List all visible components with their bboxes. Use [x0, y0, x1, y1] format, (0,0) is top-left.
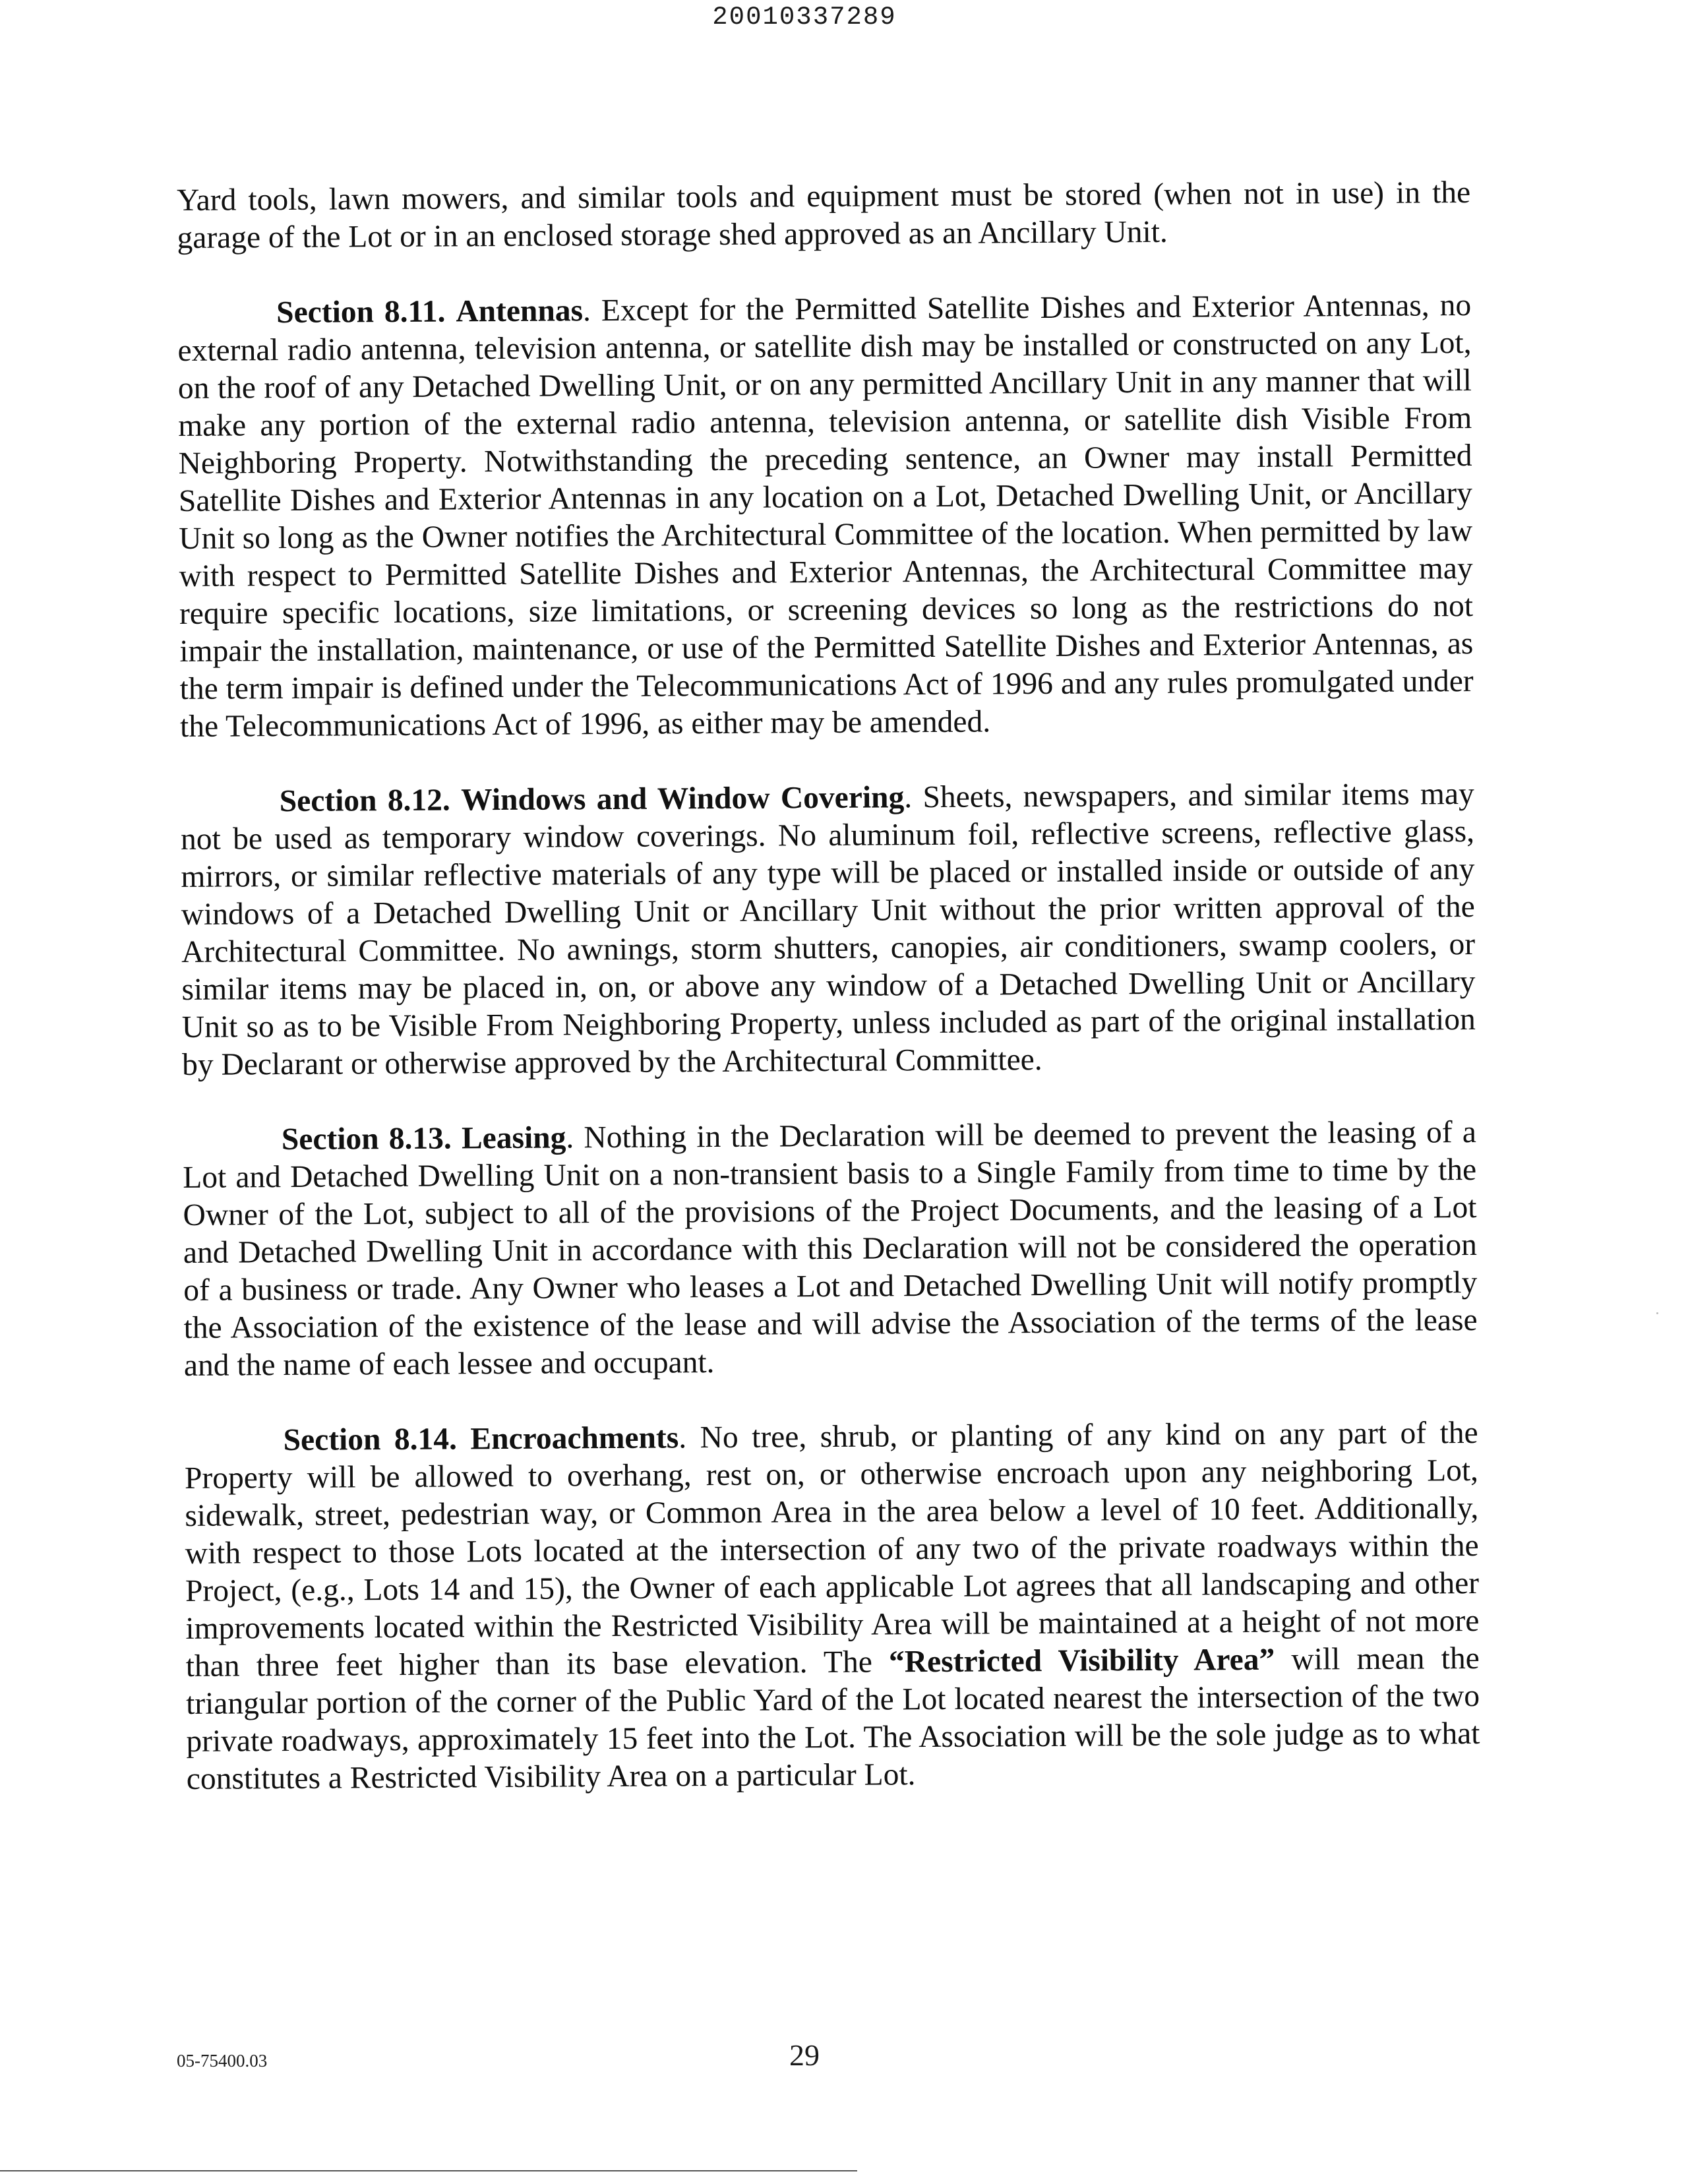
section-title-punct: . [904, 780, 913, 815]
section-title: Windows and Window Covering [461, 780, 905, 818]
section-8-11-paragraph [177, 287, 1474, 746]
section-text: Except for the Permitted Satellite Dishes and Exterior Antennas, no external radio antenna, television antenna, or satellite dish may be installed or constructed on any Lot, on the roof of any Detached Dwelling Unit, or on any permitted Ancillary Unit in any manner that will make any portion of the external radio antenna, television antenna, or satellite dish Visible From Neighboring Property. Notwithstanding the preceding sentence, an Owner may install Permitted Satellite Dishes and Exterior Antennas in any location on a Lot, Detached Dwelling Unit, or Ancillary Unit so long as the Owner notifies the Architectural Committee of the location. When permitted by law with respect to Permitted Satellite Dishes and Exterior Antennas, the Architectural Committee may require specific locations, size limitations, or screening devices so long as the restrictions do not impair the installation, maintenance, or use of the Permitted Satellite Dishes and Exterior Antennas, as the term impair is defined under the Telecommunications Act of 1996 and any rules promulgated under the Telecommunications Act of 1996, as either may be amended. [177, 288, 1474, 744]
section-number: Section 8.14. [283, 1422, 458, 1458]
section-number: Section 8.12. [279, 783, 451, 819]
section-text-continued: will mean the triangular portion of the corner of the Public Yard of the Lot located nearest the intersection of the two private roadways, approximately 15 feet into the Lot. The Association will be the sole judge as to what constitutes a Restricted Visibility Area on a particular Lot. [185, 1641, 1480, 1796]
section-text: Nothing in the Declaration will be deemed to prevent the leasing of a Lot and Detached Dwelling Unit on a non-transient basis to a Single Family from time to time by the Owner of the Lot, subject to all of the provisions of the Project Documents, and the leasing of a Lot and Detached Dwelling Unit in accordance with this Declaration will not be considered the operation of a business or trade. Any Owner who leases a Lot and Detached Dwelling Unit will notify promptly the Association of the existence of the lease and will advise the Association of the terms of the lease and the name of each lessee and occupant. [183, 1114, 1478, 1383]
bottom-edge-rule [0, 2170, 857, 2171]
page-number: 29 [789, 2038, 820, 2072]
section-title: Antennas [456, 293, 584, 329]
document-body [177, 174, 1480, 1836]
section-number: Section 8.13. [281, 1121, 452, 1157]
document-number: 20010337289 [712, 3, 897, 32]
intro-paragraph: Yard tools, lawn mowers, and similar tools and equipment must be stored (when not in use) in the garage of the Lot or in an enclosed storage shed approved as an Ancillary Unit. [177, 175, 1471, 255]
section-8-12-paragraph [181, 775, 1476, 1084]
section-title: Encroachments [470, 1420, 679, 1457]
footer-document-code: 05-75400.03 [177, 2051, 268, 2071]
section-title-punct: . [566, 1120, 574, 1155]
section-title-punct: . [582, 293, 591, 328]
section-number: Section 8.11. [276, 294, 446, 330]
defined-term: “Restricted Visibility Area” [888, 1642, 1275, 1680]
section-text: Sheets, newspapers, and similar items may not be used as temporary window coverings. No aluminum foil, reflective screens, reflective glass, mirrors, or similar reflective materials of any type will be placed or installed inside or outside of any windows of a Detached Dwelling Unit or Ancillary Unit without the prior written approval of the Architectural Committee. No awnings, storm shutters, canopies, air conditioners, swamp coolers, or similar items may be placed in, on, or above any window of a Detached Dwelling Unit or Ancillary Unit so as to be Visible From Neighboring Property, unless included as part of the original installation by Declarant or otherwise approved by the Architectural Committee. [180, 776, 1476, 1082]
section-text: No tree, shrub, or planting of any kind on any part of the Property will be allowed to overhang, rest on, or otherwise encroach upon any neighboring Lot, sidewalk, street, pedestrian way, or Common Area in the area below a level of 10 feet. Additionally, with respect to those Lots located at the intersection of any two of the private roadways within the Project, (e.g., Lots 14 and 15), the Owner of each applicable Lot agrees that all landscaping and other improvements located within the Restricted Visibility Area will be maintained at a height of not more than three feet higher than its base elevation. The [184, 1415, 1480, 1684]
scan-artifact [1656, 1312, 1658, 1314]
section-8-14-paragraph [184, 1414, 1480, 1798]
section-8-13-paragraph [183, 1114, 1478, 1385]
section-title-punct: . [678, 1420, 687, 1455]
section-title: Leasing [461, 1120, 566, 1156]
